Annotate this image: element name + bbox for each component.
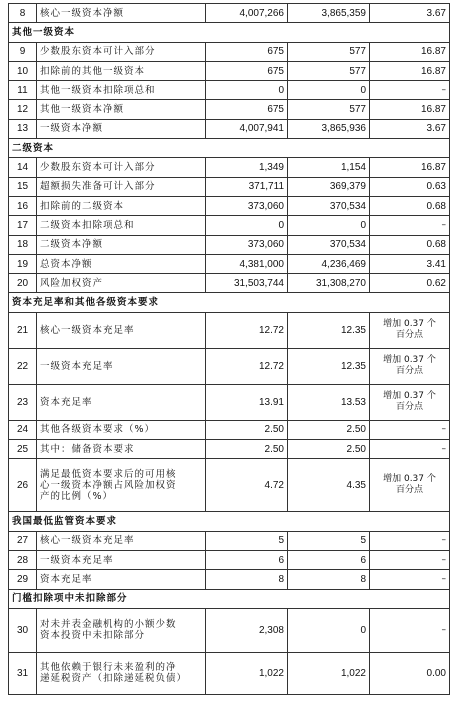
section-title: 我国最低监管资本要求 xyxy=(9,512,450,531)
value-change: 0.63 xyxy=(370,177,450,196)
section-title: 资本充足率和其他各级资本要求 xyxy=(9,293,450,312)
row-number: 24 xyxy=(9,420,37,439)
value-current: 12.72 xyxy=(206,312,288,348)
value-change: – xyxy=(370,531,450,550)
row-number: 15 xyxy=(9,177,37,196)
section-header-row xyxy=(9,23,450,42)
row-item-label: 其他各级资本要求（%） xyxy=(37,420,206,439)
value-previous: 4.35 xyxy=(288,459,370,512)
value-current: 373,060 xyxy=(206,196,288,215)
value-change: 16.87 xyxy=(370,42,450,61)
row-item-label: 核心一级资本充足率 xyxy=(37,312,206,348)
value-change: – xyxy=(370,216,450,235)
value-previous: 4,236,469 xyxy=(288,254,370,273)
value-current: 5 xyxy=(206,531,288,550)
row-number: 22 xyxy=(9,348,37,384)
value-previous: 370,534 xyxy=(288,235,370,254)
value-current: 13.91 xyxy=(206,384,288,420)
row-item-label: 资本充足率 xyxy=(37,570,206,589)
row-number: 16 xyxy=(9,196,37,215)
value-change: 0.68 xyxy=(370,235,450,254)
table-row xyxy=(9,61,450,80)
table-row xyxy=(9,274,450,293)
value-previous: 5 xyxy=(288,531,370,550)
value-previous: 13.53 xyxy=(288,384,370,420)
row-item-label: 核心一级资本净额 xyxy=(37,4,206,23)
table-row xyxy=(9,177,450,196)
table-row xyxy=(9,196,450,215)
value-current: 1,349 xyxy=(206,158,288,177)
table-row xyxy=(9,119,450,138)
row-number: 25 xyxy=(9,440,37,459)
row-item-label: 一级资本净额 xyxy=(37,119,206,138)
value-current: 1,022 xyxy=(206,652,288,694)
value-change: 增加 0.37 个 百分点 xyxy=(370,312,450,348)
value-previous: 6 xyxy=(288,550,370,569)
table-row xyxy=(9,348,450,384)
row-number: 19 xyxy=(9,254,37,273)
value-change: 16.87 xyxy=(370,100,450,119)
value-previous: 1,022 xyxy=(288,652,370,694)
row-item-label: 其中：储备资本要求 xyxy=(37,440,206,459)
value-current: 4.72 xyxy=(206,459,288,512)
value-current: 4,381,000 xyxy=(206,254,288,273)
row-item-label: 总资本净额 xyxy=(37,254,206,273)
value-change: 0.00 xyxy=(370,652,450,694)
row-item-label: 少数股东资本可计入部分 xyxy=(37,158,206,177)
table-row xyxy=(9,235,450,254)
value-current: 4,007,266 xyxy=(206,4,288,23)
value-current: 371,711 xyxy=(206,177,288,196)
value-current: 0 xyxy=(206,216,288,235)
value-previous: 3,865,936 xyxy=(288,119,370,138)
value-previous: 8 xyxy=(288,570,370,589)
value-change: 增加 0.37 个 百分点 xyxy=(370,459,450,512)
row-item-label: 二级资本扣除项总和 xyxy=(37,216,206,235)
row-number: 20 xyxy=(9,274,37,293)
table-row xyxy=(9,100,450,119)
value-previous: 577 xyxy=(288,42,370,61)
value-current: 6 xyxy=(206,550,288,569)
table-row xyxy=(9,550,450,569)
value-change: – xyxy=(370,420,450,439)
table-row xyxy=(9,254,450,273)
capital-adequacy-table xyxy=(8,3,450,695)
value-current: 31,503,744 xyxy=(206,274,288,293)
value-previous: 577 xyxy=(288,61,370,80)
value-previous: 0 xyxy=(288,81,370,100)
value-previous: 31,308,270 xyxy=(288,274,370,293)
table-row xyxy=(9,81,450,100)
row-item-label: 对未并表金融机构的小额少数 资本投资中未扣除部分 xyxy=(37,608,206,652)
row-item-label: 少数股东资本可计入部分 xyxy=(37,42,206,61)
value-change: 3.41 xyxy=(370,254,450,273)
section-header-row xyxy=(9,589,450,608)
value-change: 0.68 xyxy=(370,196,450,215)
value-current: 373,060 xyxy=(206,235,288,254)
table-row xyxy=(9,384,450,420)
value-change: 3.67 xyxy=(370,119,450,138)
value-current: 675 xyxy=(206,100,288,119)
row-number: 9 xyxy=(9,42,37,61)
section-title: 其他一级资本 xyxy=(9,23,450,42)
table-row xyxy=(9,531,450,550)
value-change: 增加 0.37 个 百分点 xyxy=(370,348,450,384)
row-item-label: 资本充足率 xyxy=(37,384,206,420)
row-number: 12 xyxy=(9,100,37,119)
table-row xyxy=(9,459,450,512)
value-previous: 0 xyxy=(288,608,370,652)
row-number: 28 xyxy=(9,550,37,569)
row-number: 18 xyxy=(9,235,37,254)
row-item-label: 扣除前的二级资本 xyxy=(37,196,206,215)
table-row xyxy=(9,312,450,348)
value-previous: 0 xyxy=(288,216,370,235)
value-current: 675 xyxy=(206,42,288,61)
row-item-label: 其他一级资本净额 xyxy=(37,100,206,119)
value-current: 2.50 xyxy=(206,440,288,459)
value-previous: 370,534 xyxy=(288,196,370,215)
row-number: 11 xyxy=(9,81,37,100)
row-number: 29 xyxy=(9,570,37,589)
value-change: 3.67 xyxy=(370,4,450,23)
row-item-label: 一级资本充足率 xyxy=(37,348,206,384)
table-row xyxy=(9,440,450,459)
row-number: 13 xyxy=(9,119,37,138)
table-row xyxy=(9,652,450,694)
value-change: – xyxy=(370,81,450,100)
table-row xyxy=(9,4,450,23)
value-previous: 369,379 xyxy=(288,177,370,196)
row-number: 26 xyxy=(9,459,37,512)
value-current: 0 xyxy=(206,81,288,100)
section-title: 二级资本 xyxy=(9,139,450,158)
table-row xyxy=(9,216,450,235)
value-change: – xyxy=(370,550,450,569)
table-row xyxy=(9,158,450,177)
row-item-label: 二级资本净额 xyxy=(37,235,206,254)
value-previous: 3,865,359 xyxy=(288,4,370,23)
row-number: 27 xyxy=(9,531,37,550)
value-previous: 1,154 xyxy=(288,158,370,177)
value-change: – xyxy=(370,570,450,589)
value-previous: 2.50 xyxy=(288,440,370,459)
value-change: 0.62 xyxy=(370,274,450,293)
table-body xyxy=(9,4,450,695)
row-number: 30 xyxy=(9,608,37,652)
row-item-label: 其他一级资本扣除项总和 xyxy=(37,81,206,100)
row-number: 10 xyxy=(9,61,37,80)
table-row xyxy=(9,420,450,439)
table-row xyxy=(9,42,450,61)
row-item-label: 扣除前的其他一级资本 xyxy=(37,61,206,80)
value-previous: 12.35 xyxy=(288,348,370,384)
table-row xyxy=(9,608,450,652)
row-number: 17 xyxy=(9,216,37,235)
row-item-label: 满足最低资本要求后的可用核 心一级资本净额占风险加权资 产的比例（%） xyxy=(37,459,206,512)
value-current: 2,308 xyxy=(206,608,288,652)
value-change: – xyxy=(370,440,450,459)
section-header-row xyxy=(9,139,450,158)
value-current: 12.72 xyxy=(206,348,288,384)
value-previous: 12.35 xyxy=(288,312,370,348)
value-change: 16.87 xyxy=(370,158,450,177)
value-change: 16.87 xyxy=(370,61,450,80)
value-current: 2.50 xyxy=(206,420,288,439)
row-item-label: 一级资本充足率 xyxy=(37,550,206,569)
row-number: 14 xyxy=(9,158,37,177)
section-title: 门槛扣除项中未扣除部分 xyxy=(9,589,450,608)
value-change: – xyxy=(370,608,450,652)
table-row xyxy=(9,570,450,589)
row-number: 21 xyxy=(9,312,37,348)
row-item-label: 超额损失准备可计入部分 xyxy=(37,177,206,196)
row-number: 31 xyxy=(9,652,37,694)
value-current: 8 xyxy=(206,570,288,589)
value-current: 675 xyxy=(206,61,288,80)
row-number: 8 xyxy=(9,4,37,23)
row-item-label: 核心一级资本充足率 xyxy=(37,531,206,550)
section-header-row xyxy=(9,512,450,531)
row-number: 23 xyxy=(9,384,37,420)
row-item-label: 其他依赖于银行未来盈利的净 递延税资产（扣除递延税负债） xyxy=(37,652,206,694)
value-current: 4,007,941 xyxy=(206,119,288,138)
row-item-label: 风险加权资产 xyxy=(37,274,206,293)
value-previous: 577 xyxy=(288,100,370,119)
value-previous: 2.50 xyxy=(288,420,370,439)
value-change: 增加 0.37 个 百分点 xyxy=(370,384,450,420)
section-header-row xyxy=(9,293,450,312)
